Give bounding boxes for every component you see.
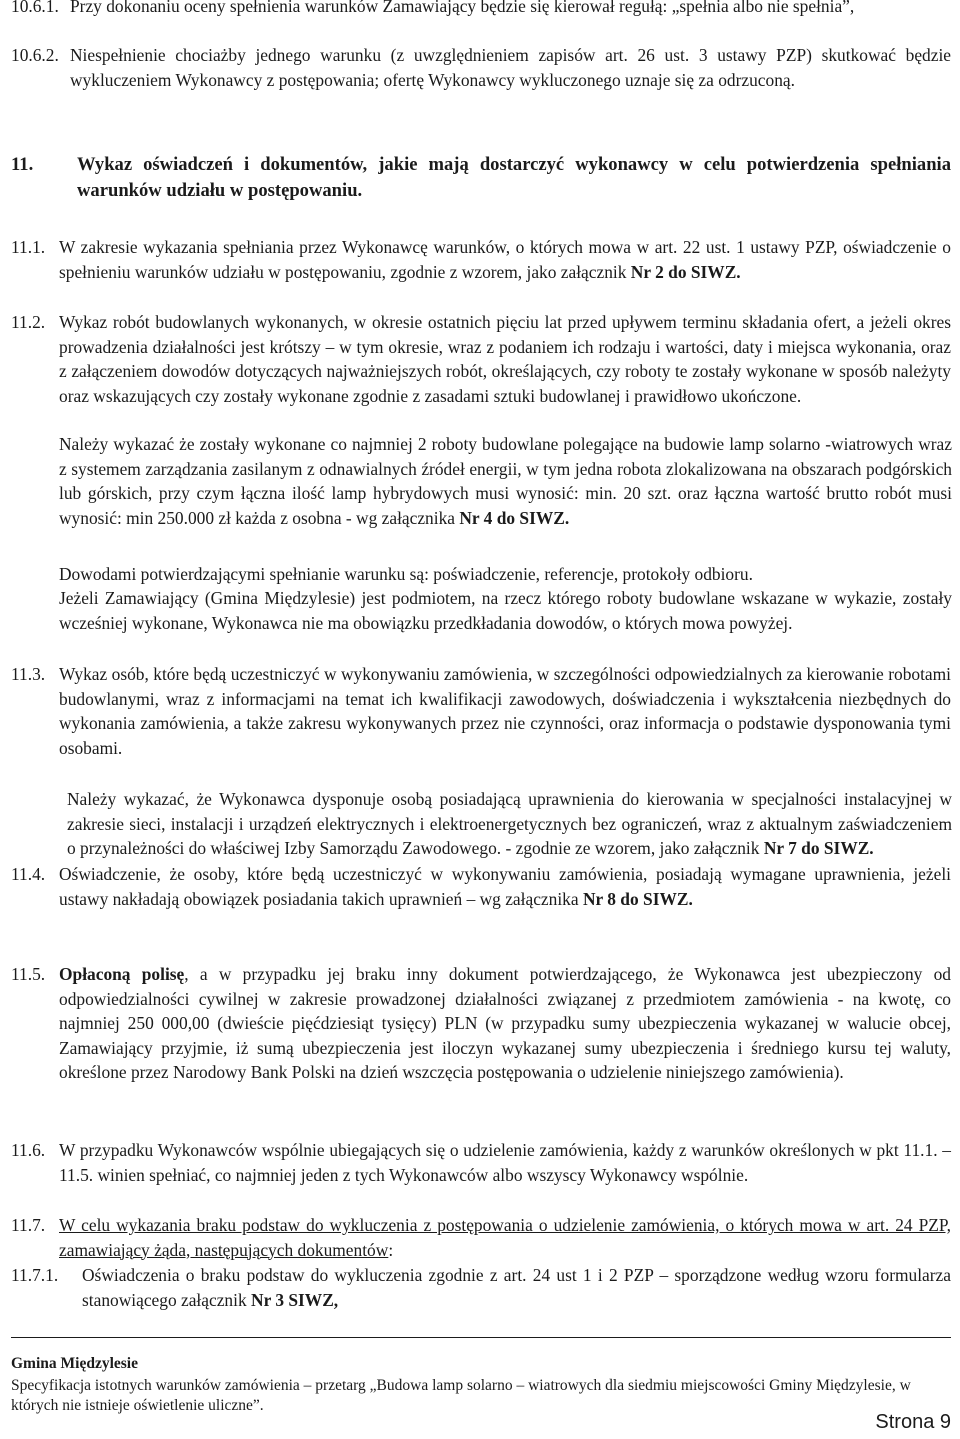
item-text: Oświadczenia o braku podstaw do wykluczenia zgodnie z art. 24 ust 1 i 2 PZP – sporządzone według wzoru formularza stanowiącego załącznik bbox=[82, 1265, 951, 1310]
attachment-ref: Nr 8 do SIWZ. bbox=[582, 888, 693, 909]
item-text: Oświadczenie, że osoby, które będą uczestniczyć w wykonywaniu zamówienia, posiadają wymagane uprawnienia, jeżeli ustawy nakładają obowiązek posiadania takich uprawnień – wg załącznika bbox=[59, 864, 951, 909]
item-text: W zakresie wykazania spełniania przez Wykonawcę warunków, o których mowa w art. 22 ust. 1 ustawy PZP, oświadczenie o spełnieniu warunków udziału w postępowaniu, zgodnie z wzorem, jako załącznik bbox=[59, 237, 951, 282]
item-11-6 bbox=[11, 1138, 951, 1187]
item-text: Wykaz osób, które będą uczestniczyć w wykonywaniu zamówienia, w szczególności odpowiedzialnych za kierowanie robotami budowlanymi, wraz z informacjami na temat ich kwalifikacji zawodowych, doświadczenia i wykształcenia niezbędnych do wykonania zamówienia, a także zakresu wykonywanych przez nie czynności, oraz informacja o podstawie dysponowania tymi osobami. bbox=[59, 664, 951, 758]
paragraph-text: Należy wykazać, że Wykonawca dysponuje osobą posiadającą uprawnienia do kierowania w specjalności instalacyjnej w zakresie sieci, instalacji i urządzeń elektrycznych i elektroenergetycznych bez ograniczeń, wraz z aktualnym zaświadczeniem o przynależności do właściwej Izby Samorządu Zawodowego. - zgodnie ze wzorem, jako załącznik bbox=[67, 789, 952, 859]
item-text-tail: : bbox=[388, 1239, 394, 1260]
item-number: 10.6.1. bbox=[11, 0, 59, 16]
item-11-7 bbox=[11, 1213, 951, 1262]
item-number: 11.1. bbox=[11, 237, 46, 257]
item-11-2 bbox=[11, 310, 951, 408]
item-11-3 bbox=[11, 662, 951, 760]
footer-organization: Gmina Międzylesie bbox=[11, 1355, 138, 1372]
attachment-ref: Nr 3 SIWZ, bbox=[251, 1289, 339, 1310]
item-11-2-exemption: Jeżeli Zamawiający (Gmina Międzylesie) jest podmiotem, na rzecz którego roboty budowlane wskazane w wykazie, zostały wcześniej wykonane, Wykonawca nie ma obowiązku przedkładania dowodów, o których mowa powyżej. bbox=[59, 588, 952, 633]
item-number: 10.6.2. bbox=[11, 45, 59, 65]
footer-specification: Specyfikacja istotnych warunków zamówienia – przetarg „Budowa lamp solarno – wiatrowych dla siedmiu miejscowości Gminy Międzylesie, w których nie istnieje oświetlenie uliczne”. bbox=[11, 1377, 911, 1414]
item-10-6-2 bbox=[11, 43, 951, 92]
item-number: 11.7. bbox=[11, 1215, 46, 1235]
item-text: W celu wykazania braku podstaw do wykluczenia z postępowania o udzielenie zamówienia, o których mowa w art. 24 PZP, zamawiający żąda, następujących dokumentów bbox=[59, 1215, 951, 1260]
item-text: W przypadku Wykonawców wspólnie ubiegających się o udzielenie zamówienia, każdy z warunków określonych w pkt 11.1. – 11.5. winien spełniać, co najmniej jeden z tych Wykonawców albo wszyscy Wykonawcy wspólnie. bbox=[59, 1140, 951, 1185]
item-text: Wykaz robót budowlanych wykonanych, w okresie ostatnich pięciu lat przed upływem terminu składania ofert, a jeżeli okres prowadzenia działalności jest krótszy – w tym okresie, wraz z podaniem ich rodzaju i wartości, daty i miejsca wykonania, oraz z załączeniem dowodów dotyczących najważniejszych robót, określających, czy roboty te zostały wykonane w sposób należyty oraz wskazujących czy zostały wykonane zgodnie z zasadami sztuki budowlanej i prawidłowo ukończone. bbox=[59, 312, 951, 406]
item-number: 11.7.1. bbox=[11, 1265, 59, 1285]
footer-divider bbox=[11, 1337, 951, 1338]
item-number: 11.3. bbox=[11, 664, 46, 684]
attachment-ref: Nr 7 do SIWZ. bbox=[763, 838, 874, 859]
section-number: 11. bbox=[11, 154, 34, 175]
item-text: Niespełnienie chociażby jednego warunku (z uwzględnieniem zapisów art. 26 ust. 3 ustawy PZP) skutkować będzie wykluczeniem Wykonawcy z postępowania; ofertę Wykonawcy wykluczonego uznaje się za odrzuconą. bbox=[70, 45, 951, 90]
section-heading bbox=[11, 152, 951, 204]
item-11-2-requirement bbox=[59, 432, 952, 530]
item-11-5 bbox=[11, 962, 951, 1085]
item-number: 11.2. bbox=[11, 312, 46, 332]
item-text: , a w przypadku jej braku inny dokument potwierdzającego, że Wykonawca jest ubezpieczony od odpowiedzialności cywilnej w zakresie prowadzonej działalności związanej z przedmiotem zamówienia - na kwotę, co najmniej 250 000,00 (dwieście pięćdziesiąt tysięcy) PLN (w przypadku sumy ubezpieczenia wykazanej w walucie obcej, Zamawiający przyjmie, iż sumą ubezpieczenia jest iloczyn wykazanej sumy ubezpieczenia i średniego kursu tej waluty, określone przez Narodowy Bank Polski na dzień wszczęcia postępowania o udzielenie niniejszego zamówienia). bbox=[59, 964, 952, 1083]
item-number: 11.5. bbox=[11, 964, 46, 984]
policy-label: Opłaconą polisę bbox=[59, 964, 185, 984]
attachment-ref: Nr 4 do SIWZ. bbox=[459, 507, 570, 528]
item-11-4 bbox=[11, 862, 951, 911]
item-number: 11.6. bbox=[11, 1140, 46, 1160]
item-11-7-1 bbox=[11, 1263, 951, 1312]
attachment-ref: Nr 2 do SIWZ. bbox=[630, 261, 741, 282]
item-number: 11.4. bbox=[11, 864, 46, 884]
item-11-1 bbox=[11, 235, 951, 284]
paragraph-text: Należy wykazać że zostały wykonane co najmniej 2 roboty budowlane polegające na budowie lamp solarno -wiatrowych wraz z systemem zarządzania zasilanym z odnawialnych źródeł energii, w tym jedna robota zlokalizowana na obszarach podgórskich lub górskich, przy czym łączna ilość lamp hybrydowych musi wynosić: min. 20 szt. oraz łączna wartość brutto robót musi wynosić: min 250.000 zł każda z osobna - wg załącznika bbox=[59, 434, 952, 528]
item-11-3-requirement bbox=[67, 787, 952, 861]
section-title: Wykaz oświadczeń i dokumentów, jakie mają dostarczyć wykonawcy w celu potwierdzenia spełniania warunków udziału w postępowaniu. bbox=[77, 154, 951, 201]
page-number: Strona 9 bbox=[875, 1411, 951, 1433]
item-text: Przy dokonaniu oceny spełnienia warunków Zamawiający będzie się kierował regułą: „spełnia albo nie spełnia”, bbox=[70, 0, 855, 16]
item-10-6-1 bbox=[11, 0, 951, 19]
item-11-2-evidence: Dowodami potwierdzającymi spełnianie warunku są: poświadczenie, referencje, protokoły odbioru. bbox=[59, 564, 753, 584]
